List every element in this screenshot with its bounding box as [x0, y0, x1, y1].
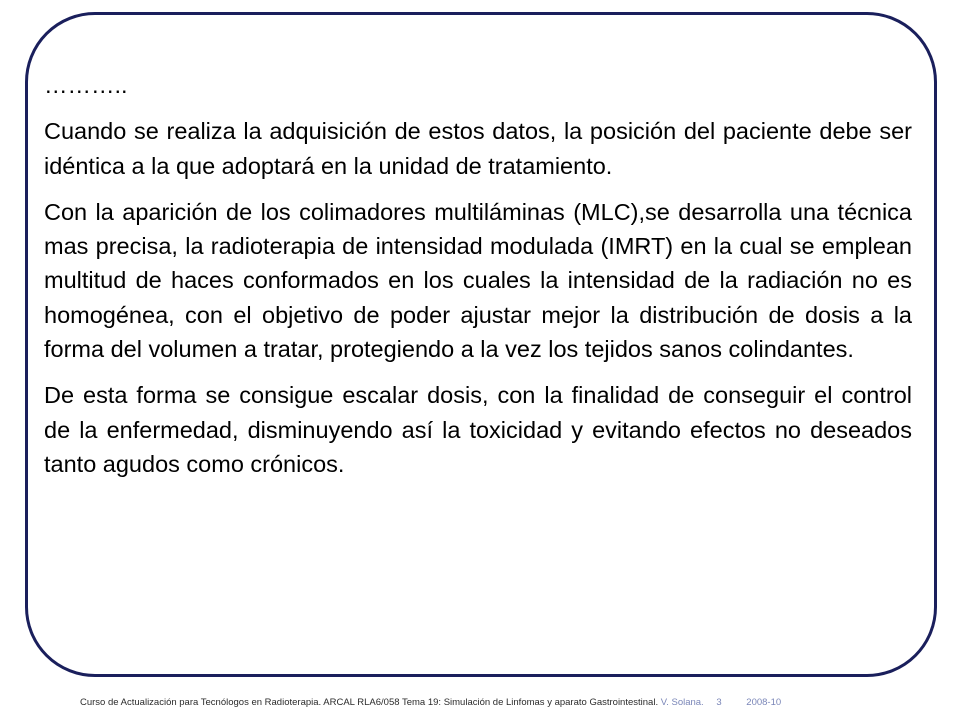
slide-footer	[80, 697, 781, 709]
paragraph-2: Con la aparición de los colimadores multiláminas (MLC),se desarrolla una técnica mas precisa, la radioterapia de intensidad modulada (IMRT) en la cual se emplean multitud de haces conformados en los cuales la intensidad de la radiación no es homogénea, con el objetivo de poder ajustar mejor la distribución de dosis a la forma del volumen a tratar, protegiendo a la vez los tejidos sanos colindantes.	[44, 198, 912, 363]
slide-content	[44, 68, 912, 493]
ellipsis-text: ………..	[44, 72, 128, 98]
footer-page-number: 3	[716, 697, 722, 708]
paragraph-1: Cuando se realiza la adquisición de estos datos, la posición del paciente debe ser idéntica a la que adoptará en la unidad de tratamiento.	[44, 118, 912, 179]
footer-course: Curso de Actualización para Tecnólogos en Radioterapia. ARCAL RLA6/058 Tema 19: Simulación de Linfomas y aparato Gastrointestinal.	[80, 697, 659, 708]
footer-year: 2008-10	[746, 697, 782, 708]
footer-author: V. Solana.	[660, 697, 704, 708]
paragraph-3: De esta forma se consigue escalar dosis, con la finalidad de conseguir el control de la enfermedad, disminuyendo así la toxicidad y evitando efectos no deseados tanto agudos como crónicos.	[44, 382, 912, 477]
